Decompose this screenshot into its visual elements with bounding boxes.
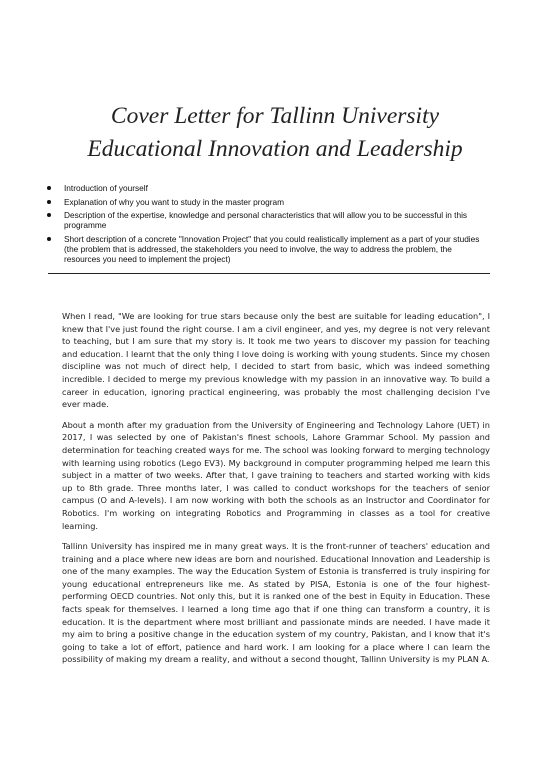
bullet-item: [46, 210, 490, 230]
bullet-text: Introduction of yourself: [64, 183, 148, 193]
document-title: [40, 100, 510, 166]
bullet-item: [46, 197, 490, 207]
bullet-item: [46, 183, 490, 193]
bullet-dot-icon: [47, 237, 51, 241]
bullet-item: [46, 234, 490, 264]
instruction-bullet-list: [46, 183, 490, 267]
bullet-text: Explanation of why you want to study in the master program: [64, 196, 284, 207]
body-paragraph: When I read, "We are looking for true stars because only the best are suitable for leading education", I knew that I've just found the right course. I am a civil engineer, and yes, my degree is not very relevant to teaching, but I am sure that my story is. It took me two years to discover my passion for teaching and education. I learnt that the only thing I love doing is working with young students. Since my chosen discipline was not much of direct help, I decided to start from basic, which was indeed something incredible. I decided to merge my previous knowledge with my passion in an innovative way. To build a career in education, ignoring practical engineering, was probably the most challenging decision I've ever made.: [62, 311, 490, 410]
bullet-dot-icon: [47, 186, 51, 190]
bullet-dot-icon: [47, 200, 51, 204]
body-paragraph: About a month after my graduation from the University of Engineering and Technology Lahore (UET) in 2017, I was selected by one of Pakistan's finest schools, Lahore Grammar School. My passion and determination for teaching created ways for me. The school was looking forward to merging technology with learning using robotics (Lego EV3). My background in computer programming helped me learn this subject in a matter of two weeks. After that, I gave training to teachers and started working with kids up to 8th grade. Three months later, I was called to conduct workshops for the teachers of senior campus (O and A-levels). I am now working with both the schools as an Instructor and Coordinator for Robotics. I'm working on integrating Robotics and Programming in classes as a tool for creative learning.: [62, 419, 490, 531]
body-paragraph: Tallinn University has inspired me in many great ways. It is the front-runner of teachers' education and training and a place where new ideas are born and nourished. Educational Innovation and Leadership is one of the many examples. The way the Education System of Estonia is transferred is truly inspiring for young educational entrepreneurs like me. As stated by PISA, Estonia is one of the four highest-performing OECD countries. Not only this, but it is ranked one of the best in Equity in Education. These facts speak for themselves. I learned a long time ago that if one thing can transform a country, it is education. It is the department where most brilliant and passionate minds are needed. I have made it my aim to bring a positive change in the education system of my country, Pakistan, and I know that it's going to take a lot of effort, patience and hard work. I am looking for a place where I can learn the possibility of making my dream a reality, and without a second thought, Tallinn University is my PLAN A.: [62, 541, 490, 665]
bullet-text: Short description of a concrete "Innovation Project" that you could realistically implement as a part of your studies (the problem that is addressed, the stakeholders you need to involve, the way to address the problem, the resources you need to implement the project): [64, 233, 480, 264]
letter-body: [62, 310, 490, 674]
bullet-dot-icon: [47, 213, 51, 217]
title-line-2: Educational Innovation and Leadership: [87, 136, 463, 162]
section-divider: [48, 273, 490, 274]
bullet-text: Description of the expertise, knowledge and personal characteristics that will allow you to be successful in this programme: [64, 210, 468, 231]
title-line-1: Cover Letter for Tallinn University: [110, 103, 440, 129]
